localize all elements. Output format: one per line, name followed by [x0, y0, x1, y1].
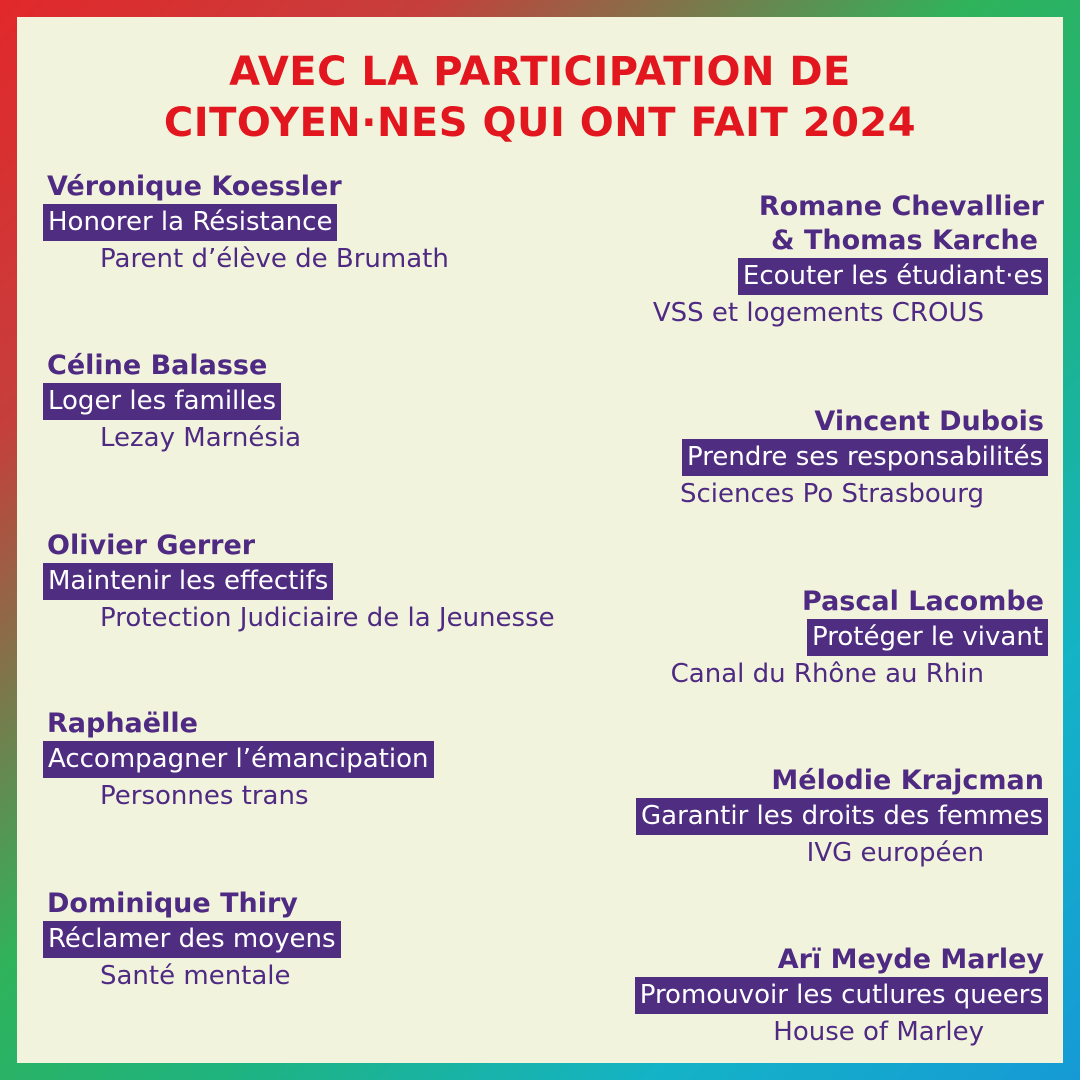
participant-romane-chevallier-thomas-karche	[653, 190, 1048, 331]
participant-cause: Prendre ses responsabilités	[682, 439, 1048, 476]
participant-name: Véronique Koessler	[47, 171, 342, 202]
participant-name: Raphaëlle	[47, 708, 198, 739]
participant-dominique-thiry	[43, 887, 341, 994]
participant-context: Lezay Marnésia	[100, 423, 302, 453]
participant-raphaelle	[43, 707, 434, 814]
participant-cause: Promouvoir les cutlures queers	[635, 977, 1048, 1014]
participant-cause: Honorer la Résistance	[43, 204, 337, 241]
participant-name: Mélodie Krajcman	[771, 765, 1044, 796]
participant-cause: Garantir les droits des femmes	[636, 798, 1048, 835]
participant-name: Céline Balasse	[47, 350, 268, 381]
participant-context: Canal du Rhône au Rhin	[670, 659, 984, 689]
participant-cause: Maintenir les effectifs	[43, 563, 333, 600]
participant-pascal-lacombe	[671, 585, 1048, 692]
title-line-2: CITOYEN·NES QUI ONT FAIT 2024	[163, 100, 917, 146]
participant-context: Parent d’élève de Brumath	[100, 244, 449, 274]
participant-name-second: & Thomas Karche	[771, 225, 1038, 256]
participant-olivier-gerrer	[43, 529, 555, 636]
participant-cause: Ecouter les étudiant·es	[738, 258, 1048, 295]
participant-name: Pascal Lacombe	[802, 586, 1044, 617]
participant-context: Personnes trans	[100, 781, 309, 811]
participant-celine-balasse	[43, 349, 301, 456]
participant-context: Sciences Po Strasbourg	[679, 479, 984, 509]
participant-cause: Réclamer des moyens	[43, 921, 341, 958]
participant-context: House of Marley	[773, 1017, 984, 1047]
participant-context: VSS et logements CROUS	[652, 298, 984, 328]
participant-context: Protection Judiciaire de la Jeunesse	[100, 603, 555, 633]
participant-cause: Accompagner l’émancipation	[43, 741, 434, 778]
participant-ari-meyde-marley	[635, 943, 1048, 1050]
participant-cause: Protéger le vivant	[807, 619, 1048, 656]
participant-cause: Loger les familles	[43, 383, 281, 420]
participant-name: Romane Chevallier	[758, 191, 1044, 222]
participant-name: Olivier Gerrer	[47, 530, 256, 561]
participant-context: IVG européen	[806, 838, 984, 868]
participant-veronique-koessler	[43, 170, 449, 277]
participant-vincent-dubois	[680, 405, 1048, 512]
participant-name: Vincent Dubois	[814, 406, 1044, 437]
title-line-1: AVEC LA PARTICIPATION DE	[229, 49, 851, 95]
participant-melodie-krajcman	[636, 764, 1048, 871]
participant-name: Dominique Thiry	[47, 888, 298, 919]
participant-name: Arï Meyde Marley	[777, 944, 1044, 975]
participant-context: Santé mentale	[100, 961, 291, 991]
